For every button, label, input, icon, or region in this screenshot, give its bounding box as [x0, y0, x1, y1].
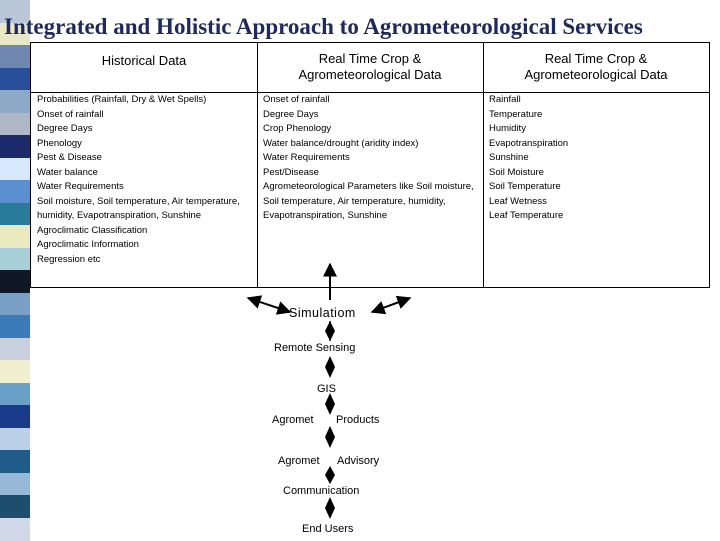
realtime-item: Crop Phenology — [263, 123, 332, 134]
historical-item: Agroclimatic Classification — [37, 224, 148, 236]
header-parameters: Real Time Crop & Agrometeorological Data — [524, 51, 668, 82]
realtime-item: Water balance/drought (aridity index) — [263, 137, 419, 149]
diamond-arrow-4 — [325, 426, 335, 448]
header-historical: Historical Data — [101, 53, 187, 68]
flow-agromet-products-left: Agromet — [272, 414, 314, 426]
page-title: Integrated and Holistic Approach to Agrometeorological Services — [4, 14, 643, 39]
flow-communication: Communication — [283, 485, 360, 497]
arrow-simulation-left — [248, 298, 290, 312]
parameters-item: Leaf Wetness — [489, 195, 547, 207]
diamond-arrow-2 — [325, 356, 335, 378]
parameters-item: Soil Temperature — [489, 181, 561, 192]
realtime-item: Water Requirements — [263, 152, 350, 163]
diamond-arrow-6 — [325, 497, 335, 519]
flow-advisory: Advisory — [337, 455, 380, 467]
flow-simulation: Simulatiom — [289, 306, 356, 320]
header-realtime: Real Time Crop & Agrometeorological Data — [298, 51, 442, 82]
historical-item: Onset of rainfall — [37, 108, 104, 120]
flow-end-users: End Users — [302, 523, 354, 535]
parameters-item: Soil Moisture — [489, 166, 544, 178]
historical-item: Pest & Disease — [37, 152, 102, 163]
diamond-arrow-3 — [325, 393, 335, 415]
historical-item: Soil moisture, Soil temperature, Air temperature, humidity, Evapotranspiration, Sunshine — [37, 195, 240, 221]
historical-item: Probabilities (Rainfall, Dry & Wet Spells) — [37, 94, 207, 105]
historical-item: Agroclimatic Information — [37, 239, 139, 250]
flow-products: Products — [336, 414, 380, 426]
historical-item: Degree Days — [37, 123, 93, 134]
flow-agromet-advisory-left: Agromet — [278, 455, 320, 467]
realtime-item: Degree Days — [263, 108, 319, 120]
parameters-item: Evapotranspiration — [489, 137, 569, 149]
realtime-item: Pest/Disease — [263, 166, 319, 178]
parameters-item: Leaf Temperature — [489, 210, 564, 221]
parameters-item: Sunshine — [489, 152, 529, 163]
parameters-item: Rainfall — [489, 94, 521, 105]
historical-item: Phenology — [37, 137, 82, 149]
flow-remote-sensing: Remote Sensing — [274, 342, 356, 354]
diamond-arrow-5 — [325, 466, 335, 484]
realtime-item: Onset of rainfall — [263, 94, 330, 105]
flow-gis: GIS — [317, 383, 336, 395]
parameters-item: Temperature — [489, 108, 543, 120]
realtime-item: Agrometeorological Parameters like Soil moisture, Soil temperature, Air temperature, humidity, Evapotranspiration, Sunshine — [263, 181, 474, 221]
arrow-simulation-right — [372, 298, 410, 312]
historical-item: Regression etc — [37, 253, 101, 265]
historical-item: Water Requirements — [37, 181, 124, 192]
parameters-item: Humidity — [489, 123, 526, 134]
historical-item: Water balance — [37, 166, 98, 178]
